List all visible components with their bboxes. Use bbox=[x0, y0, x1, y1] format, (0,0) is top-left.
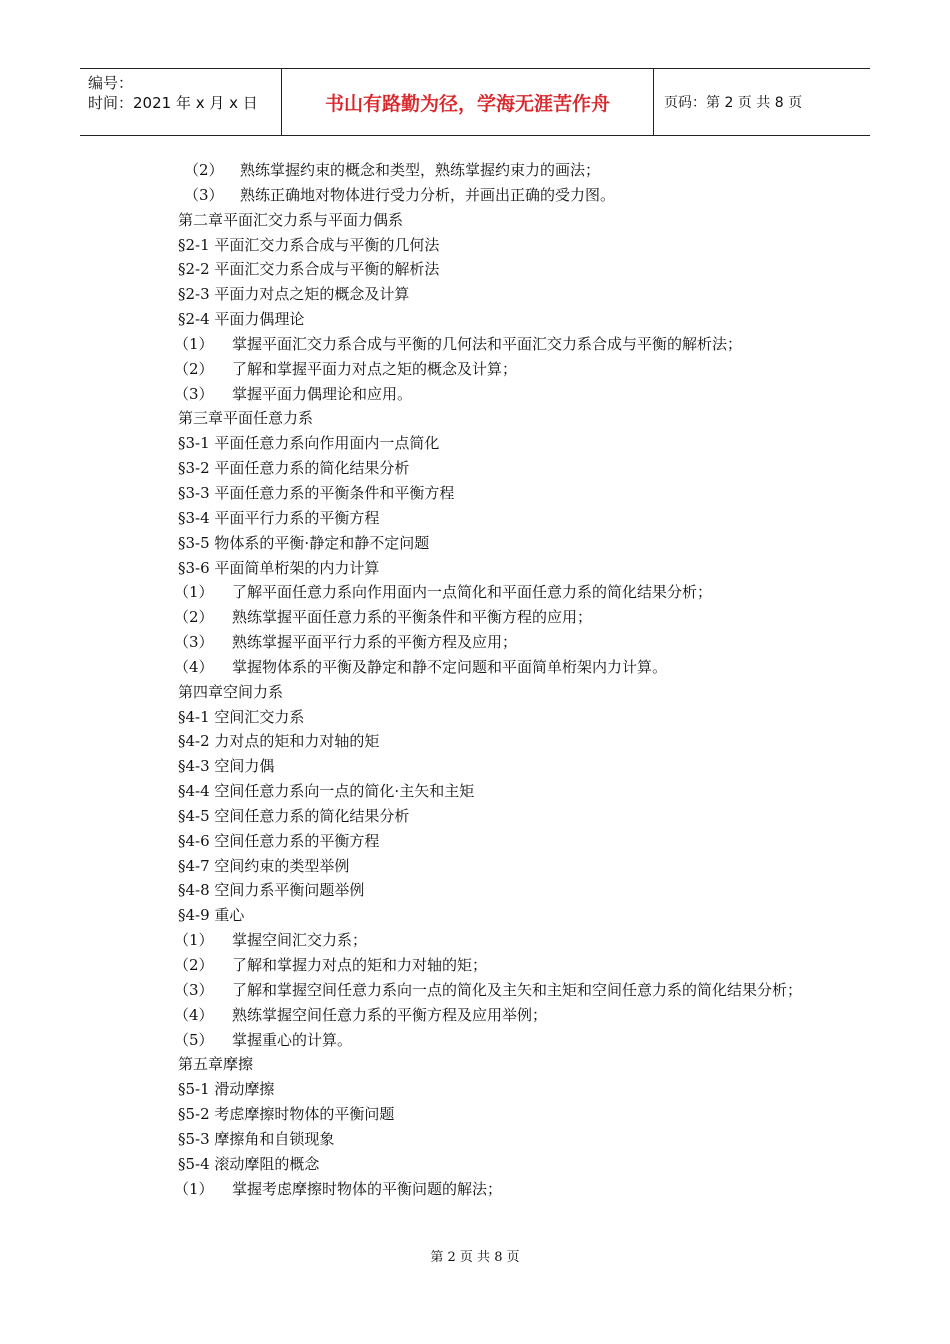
section-heading: §4-8 空间力系平衡问题举例 bbox=[178, 881, 365, 900]
section-heading: §4-9 重心 bbox=[178, 906, 245, 925]
section-heading: §4-2 力对点的矩和力对轴的矩 bbox=[178, 732, 380, 751]
list-item: （1） 掌握空间汇交力系； bbox=[174, 931, 368, 950]
list-item: （2） 熟练掌握平面任意力系的平衡条件和平衡方程的应用； bbox=[174, 608, 593, 627]
section-heading: §3-6 平面简单桁架的内力计算 bbox=[178, 558, 380, 577]
date-label: 时间：2021 年 x 月 x 日 bbox=[88, 94, 258, 112]
list-item: （2） 了解和掌握力对点的矩和力对轴的矩； bbox=[174, 956, 488, 974]
section-heading: §3-3 平面任意力系的平衡条件和平衡方程 bbox=[178, 483, 455, 502]
section-heading: §2-4 平面力偶理论 bbox=[178, 310, 305, 329]
list-item: （3） 熟练正确地对物体进行受力分析，并画出正确的受力图。 bbox=[184, 185, 616, 204]
header-motto: 书山有路勤为径，学海无涯苦作舟 bbox=[282, 69, 654, 135]
section-heading: §2-2 平面汇交力系合成与平衡的解析法 bbox=[178, 260, 440, 279]
header-page-label: 页码：第 2 页 共 8 页 bbox=[664, 95, 803, 111]
section-heading: §4-3 空间力偶 bbox=[178, 757, 275, 776]
list-item: （2） 熟练掌握约束的概念和类型，熟练掌握约束力的画法； bbox=[184, 161, 601, 179]
section-heading: §4-1 空间汇交力系 bbox=[178, 707, 305, 726]
list-item: （2） 了解和掌握平面力对点之矩的概念及计算； bbox=[174, 359, 518, 378]
section-heading: §3-1 平面任意力系向作用面内一点简化 bbox=[178, 434, 440, 453]
chapter-title: 第三章平面任意力系 bbox=[178, 409, 314, 428]
number-label: 编号： bbox=[88, 74, 134, 92]
section-heading: §3-5 物体系的平衡·静定和静不定问题 bbox=[178, 533, 430, 552]
section-heading: §4-4 空间任意力系向一点的简化·主矢和主矩 bbox=[178, 782, 475, 801]
chapter-title: 第五章摩擦 bbox=[178, 1055, 254, 1074]
chapter-title: 第二章平面汇交力系与平面力偶系 bbox=[178, 210, 404, 229]
list-item: （1） 了解平面任意力系向作用面内一点简化和平面任意力系的简化结果分析； bbox=[174, 583, 713, 602]
list-item: （1） 掌握考虑摩擦时物体的平衡问题的解法； bbox=[174, 1179, 503, 1198]
section-heading: §4-6 空间任意力系的平衡方程 bbox=[178, 831, 380, 850]
section-heading: §5-3 摩擦角和自锁现象 bbox=[178, 1129, 335, 1148]
header-info-cell bbox=[80, 69, 282, 135]
section-heading: §3-2 平面任意力系的简化结果分析 bbox=[178, 459, 410, 478]
section-heading: §3-4 平面平行力系的平衡方程 bbox=[178, 508, 380, 527]
section-heading: §5-4 滚动摩阻的概念 bbox=[178, 1154, 320, 1173]
list-item: （4） 熟练掌握空间任意力系的平衡方程及应用举例； bbox=[174, 1005, 548, 1024]
list-item: （4） 掌握物体系的平衡及静定和静不定问题和平面简单桁架内力计算。 bbox=[174, 657, 668, 676]
section-heading: §4-7 空间约束的类型举例 bbox=[178, 856, 350, 875]
list-item: （3） 熟练掌握平面平行力系的平衡方程及应用； bbox=[174, 633, 518, 652]
list-item: （1） 掌握平面汇交力系合成与平衡的几何法和平面汇交力系合成与平衡的解析法； bbox=[174, 334, 743, 353]
section-heading: §5-1 滑动摩擦 bbox=[178, 1080, 275, 1099]
section-heading: §4-5 空间任意力系的简化结果分析 bbox=[178, 806, 410, 825]
page-header bbox=[80, 68, 870, 136]
section-heading: §2-1 平面汇交力系合成与平衡的几何法 bbox=[178, 235, 440, 254]
document-body bbox=[174, 158, 818, 1201]
section-heading: §2-3 平面力对点之矩的概念及计算 bbox=[178, 285, 410, 304]
page-footer: 第 2 页 共 8 页 bbox=[430, 1250, 520, 1265]
chapter-title: 第四章空间力系 bbox=[178, 682, 284, 701]
section-heading: §5-2 考虑摩擦时物体的平衡问题 bbox=[178, 1105, 395, 1124]
list-item: （3） 掌握平面力偶理论和应用。 bbox=[174, 384, 413, 403]
list-item: （5） 掌握重心的计算。 bbox=[174, 1030, 353, 1049]
list-item: （3） 了解和掌握空间任意力系向一点的简化及主矢和主矩和空间任意力系的简化结果分析； bbox=[174, 980, 803, 999]
